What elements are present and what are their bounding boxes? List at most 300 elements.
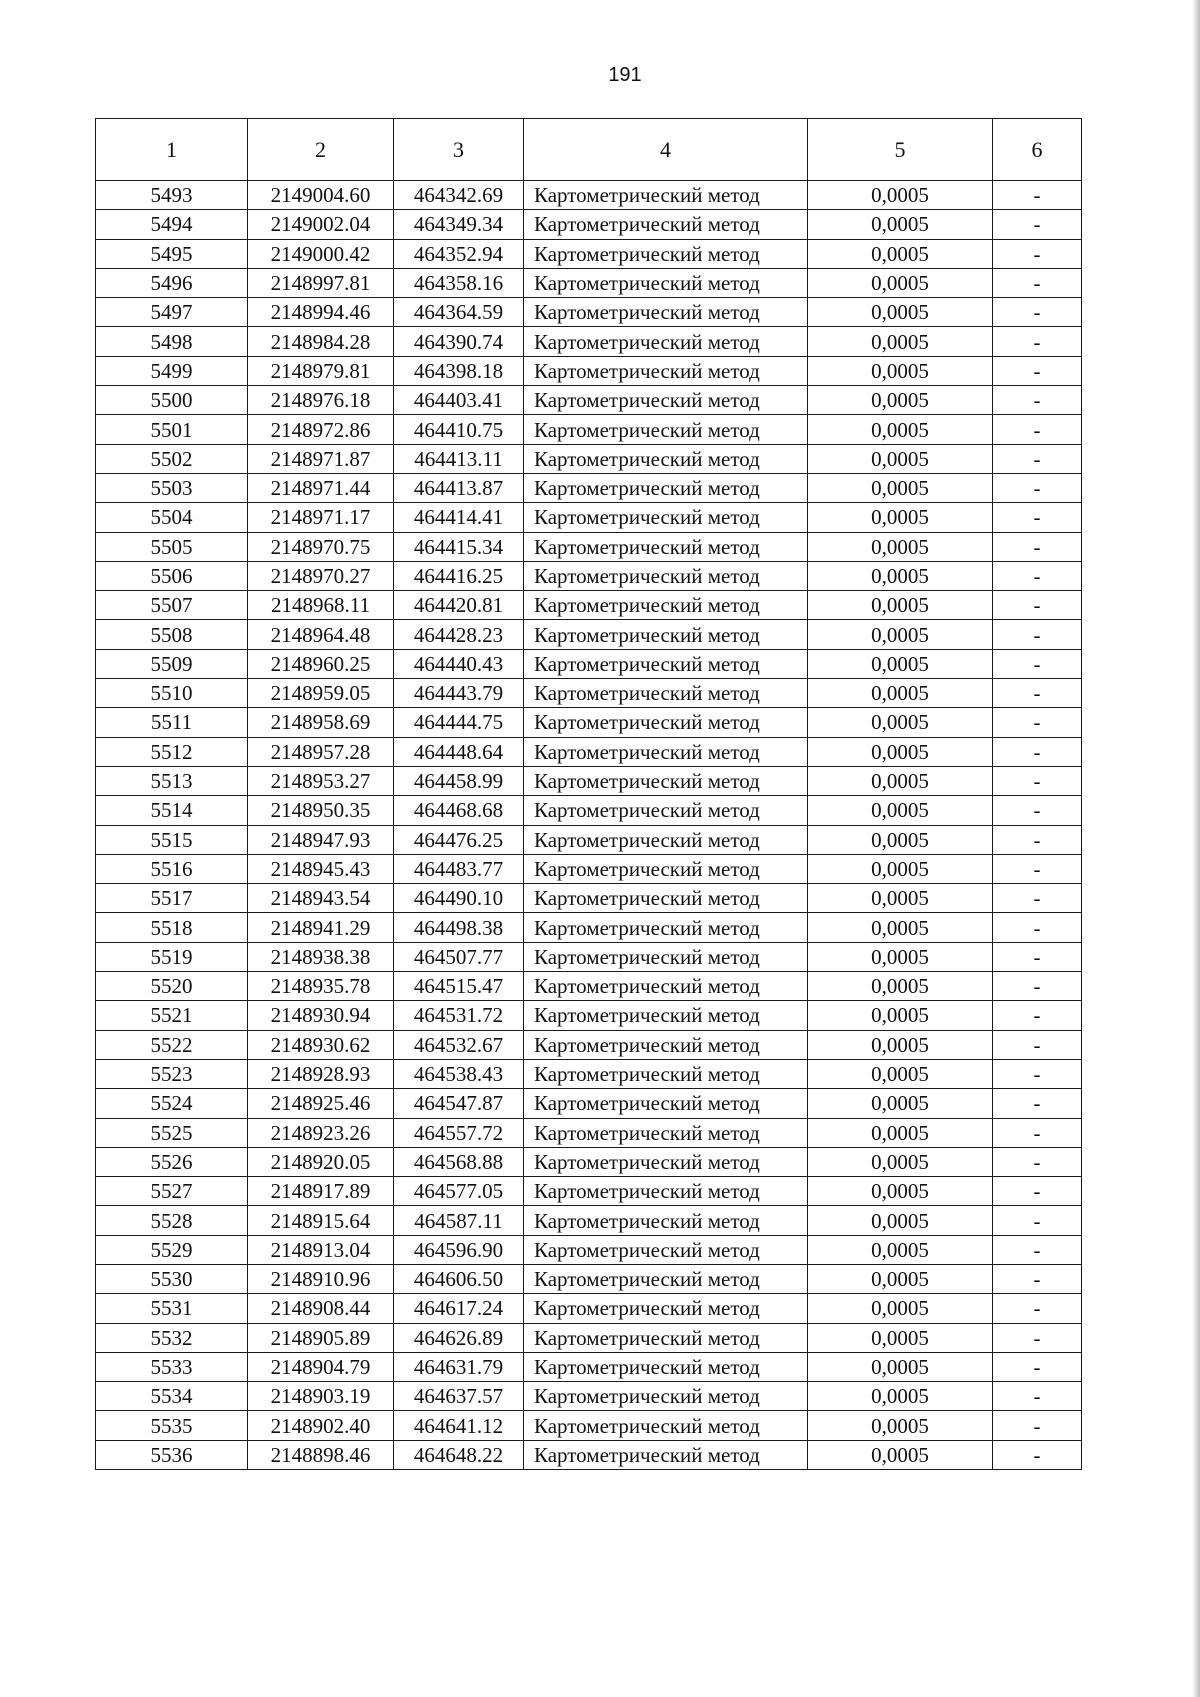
x-coordinate-cell: 2148970.75 <box>248 532 394 561</box>
accuracy-cell: 0,0005 <box>808 649 993 678</box>
note-cell: - <box>993 679 1082 708</box>
method-cell: Картометрический метод <box>524 181 808 210</box>
accuracy-cell: 0,0005 <box>808 708 993 737</box>
y-coordinate-cell: 464547.87 <box>394 1089 524 1118</box>
table-row <box>96 796 1082 825</box>
note-cell: - <box>993 444 1082 473</box>
method-cell: Картометрический метод <box>524 1235 808 1264</box>
column-header-6: 6 <box>993 119 1082 181</box>
method-cell: Картометрический метод <box>524 1352 808 1381</box>
note-cell: - <box>993 1147 1082 1176</box>
x-coordinate-cell: 2148917.89 <box>248 1177 394 1206</box>
y-coordinate-cell: 464448.64 <box>394 737 524 766</box>
method-cell: Картометрический метод <box>524 1294 808 1323</box>
x-coordinate-cell: 2148904.79 <box>248 1352 394 1381</box>
accuracy-cell: 0,0005 <box>808 1440 993 1469</box>
point-number-cell: 5516 <box>96 854 248 883</box>
table-row <box>96 1206 1082 1235</box>
x-coordinate-cell: 2148958.69 <box>248 708 394 737</box>
column-header-4: 4 <box>524 119 808 181</box>
point-number-cell: 5527 <box>96 1177 248 1206</box>
y-coordinate-cell: 464538.43 <box>394 1059 524 1088</box>
y-coordinate-cell: 464641.12 <box>394 1411 524 1440</box>
table-row <box>96 1440 1082 1469</box>
point-number-cell: 5518 <box>96 913 248 942</box>
point-number-cell: 5504 <box>96 503 248 532</box>
coordinates-table <box>95 118 1082 1470</box>
point-number-cell: 5514 <box>96 796 248 825</box>
note-cell: - <box>993 620 1082 649</box>
table-row <box>96 239 1082 268</box>
x-coordinate-cell: 2149002.04 <box>248 210 394 239</box>
y-coordinate-cell: 464648.22 <box>394 1440 524 1469</box>
column-header-3: 3 <box>394 119 524 181</box>
accuracy-cell: 0,0005 <box>808 327 993 356</box>
note-cell: - <box>993 1001 1082 1030</box>
method-cell: Картометрический метод <box>524 239 808 268</box>
x-coordinate-cell: 2148902.40 <box>248 1411 394 1440</box>
point-number-cell: 5500 <box>96 386 248 415</box>
table-row <box>96 327 1082 356</box>
y-coordinate-cell: 464531.72 <box>394 1001 524 1030</box>
accuracy-cell: 0,0005 <box>808 825 993 854</box>
x-coordinate-cell: 2148941.29 <box>248 913 394 942</box>
x-coordinate-cell: 2148915.64 <box>248 1206 394 1235</box>
y-coordinate-cell: 464428.23 <box>394 620 524 649</box>
x-coordinate-cell: 2148971.44 <box>248 473 394 502</box>
method-cell: Картометрический метод <box>524 386 808 415</box>
accuracy-cell: 0,0005 <box>808 268 993 297</box>
y-coordinate-cell: 464490.10 <box>394 884 524 913</box>
accuracy-cell: 0,0005 <box>808 210 993 239</box>
accuracy-cell: 0,0005 <box>808 1030 993 1059</box>
y-coordinate-cell: 464364.59 <box>394 298 524 327</box>
y-coordinate-cell: 464415.34 <box>394 532 524 561</box>
method-cell: Картометрический метод <box>524 473 808 502</box>
point-number-cell: 5512 <box>96 737 248 766</box>
x-coordinate-cell: 2148970.27 <box>248 561 394 590</box>
y-coordinate-cell: 464420.81 <box>394 591 524 620</box>
point-number-cell: 5508 <box>96 620 248 649</box>
column-header-5: 5 <box>808 119 993 181</box>
note-cell: - <box>993 356 1082 385</box>
table-body <box>96 181 1082 1470</box>
note-cell: - <box>993 298 1082 327</box>
x-coordinate-cell: 2148953.27 <box>248 766 394 795</box>
accuracy-cell: 0,0005 <box>808 181 993 210</box>
point-number-cell: 5529 <box>96 1235 248 1264</box>
method-cell: Картометрический метод <box>524 1440 808 1469</box>
table-row <box>96 444 1082 473</box>
table-row <box>96 532 1082 561</box>
point-number-cell: 5520 <box>96 972 248 1001</box>
x-coordinate-cell: 2148928.93 <box>248 1059 394 1088</box>
y-coordinate-cell: 464416.25 <box>394 561 524 590</box>
method-cell: Картометрический метод <box>524 532 808 561</box>
x-coordinate-cell: 2148908.44 <box>248 1294 394 1323</box>
x-coordinate-cell: 2148913.04 <box>248 1235 394 1264</box>
point-number-cell: 5501 <box>96 415 248 444</box>
table-row <box>96 503 1082 532</box>
point-number-cell: 5517 <box>96 884 248 913</box>
accuracy-cell: 0,0005 <box>808 1206 993 1235</box>
note-cell: - <box>993 473 1082 502</box>
column-header-1: 1 <box>96 119 248 181</box>
table-row <box>96 679 1082 708</box>
x-coordinate-cell: 2148971.17 <box>248 503 394 532</box>
y-coordinate-cell: 464458.99 <box>394 766 524 795</box>
accuracy-cell: 0,0005 <box>808 1411 993 1440</box>
point-number-cell: 5535 <box>96 1411 248 1440</box>
table-row <box>96 1147 1082 1176</box>
accuracy-cell: 0,0005 <box>808 1323 993 1352</box>
method-cell: Картометрический метод <box>524 561 808 590</box>
method-cell: Картометрический метод <box>524 1089 808 1118</box>
method-cell: Картометрический метод <box>524 268 808 297</box>
y-coordinate-cell: 464413.11 <box>394 444 524 473</box>
accuracy-cell: 0,0005 <box>808 737 993 766</box>
table-row <box>96 1001 1082 1030</box>
accuracy-cell: 0,0005 <box>808 913 993 942</box>
note-cell: - <box>993 796 1082 825</box>
point-number-cell: 5509 <box>96 649 248 678</box>
point-number-cell: 5523 <box>96 1059 248 1088</box>
note-cell: - <box>993 854 1082 883</box>
method-cell: Картометрический метод <box>524 766 808 795</box>
y-coordinate-cell: 464468.68 <box>394 796 524 825</box>
point-number-cell: 5510 <box>96 679 248 708</box>
note-cell: - <box>993 1352 1082 1381</box>
table-row <box>96 591 1082 620</box>
x-coordinate-cell: 2148943.54 <box>248 884 394 913</box>
note-cell: - <box>993 1030 1082 1059</box>
note-cell: - <box>993 1411 1082 1440</box>
method-cell: Картометрический метод <box>524 884 808 913</box>
method-cell: Картометрический метод <box>524 942 808 971</box>
point-number-cell: 5495 <box>96 239 248 268</box>
x-coordinate-cell: 2148947.93 <box>248 825 394 854</box>
table-row <box>96 825 1082 854</box>
x-coordinate-cell: 2148950.35 <box>248 796 394 825</box>
x-coordinate-cell: 2148957.28 <box>248 737 394 766</box>
table-row <box>96 356 1082 385</box>
x-coordinate-cell: 2148898.46 <box>248 1440 394 1469</box>
note-cell: - <box>993 884 1082 913</box>
accuracy-cell: 0,0005 <box>808 1382 993 1411</box>
accuracy-cell: 0,0005 <box>808 796 993 825</box>
x-coordinate-cell: 2148984.28 <box>248 327 394 356</box>
table-row <box>96 1089 1082 1118</box>
y-coordinate-cell: 464352.94 <box>394 239 524 268</box>
table-row <box>96 181 1082 210</box>
y-coordinate-cell: 464443.79 <box>394 679 524 708</box>
table-row <box>96 1177 1082 1206</box>
point-number-cell: 5531 <box>96 1294 248 1323</box>
x-coordinate-cell: 2148979.81 <box>248 356 394 385</box>
point-number-cell: 5503 <box>96 473 248 502</box>
point-number-cell: 5526 <box>96 1147 248 1176</box>
table-row <box>96 766 1082 795</box>
column-header-2: 2 <box>248 119 394 181</box>
note-cell: - <box>993 1089 1082 1118</box>
point-number-cell: 5528 <box>96 1206 248 1235</box>
table-row <box>96 1118 1082 1147</box>
y-coordinate-cell: 464577.05 <box>394 1177 524 1206</box>
table-row <box>96 1382 1082 1411</box>
point-number-cell: 5494 <box>96 210 248 239</box>
y-coordinate-cell: 464617.24 <box>394 1294 524 1323</box>
y-coordinate-cell: 464444.75 <box>394 708 524 737</box>
method-cell: Картометрический метод <box>524 1411 808 1440</box>
table-row <box>96 298 1082 327</box>
table-row <box>96 268 1082 297</box>
method-cell: Картометрический метод <box>524 972 808 1001</box>
method-cell: Картометрический метод <box>524 620 808 649</box>
table-header <box>96 119 1082 181</box>
accuracy-cell: 0,0005 <box>808 854 993 883</box>
accuracy-cell: 0,0005 <box>808 1235 993 1264</box>
accuracy-cell: 0,0005 <box>808 942 993 971</box>
method-cell: Картометрический метод <box>524 1030 808 1059</box>
table-row <box>96 649 1082 678</box>
page-number: 191 <box>608 64 642 86</box>
table-row <box>96 884 1082 913</box>
table-row <box>96 1030 1082 1059</box>
table-row <box>96 737 1082 766</box>
note-cell: - <box>993 1382 1082 1411</box>
accuracy-cell: 0,0005 <box>808 473 993 502</box>
y-coordinate-cell: 464637.57 <box>394 1382 524 1411</box>
note-cell: - <box>993 1235 1082 1264</box>
note-cell: - <box>993 415 1082 444</box>
y-coordinate-cell: 464568.88 <box>394 1147 524 1176</box>
method-cell: Картометрический метод <box>524 1206 808 1235</box>
point-number-cell: 5511 <box>96 708 248 737</box>
point-number-cell: 5530 <box>96 1264 248 1293</box>
table-row <box>96 1235 1082 1264</box>
accuracy-cell: 0,0005 <box>808 444 993 473</box>
accuracy-cell: 0,0005 <box>808 415 993 444</box>
method-cell: Картометрический метод <box>524 737 808 766</box>
method-cell: Картометрический метод <box>524 708 808 737</box>
point-number-cell: 5513 <box>96 766 248 795</box>
method-cell: Картометрический метод <box>524 591 808 620</box>
accuracy-cell: 0,0005 <box>808 1177 993 1206</box>
accuracy-cell: 0,0005 <box>808 1294 993 1323</box>
accuracy-cell: 0,0005 <box>808 1118 993 1147</box>
note-cell: - <box>993 239 1082 268</box>
x-coordinate-cell: 2148925.46 <box>248 1089 394 1118</box>
x-coordinate-cell: 2148964.48 <box>248 620 394 649</box>
point-number-cell: 5533 <box>96 1352 248 1381</box>
y-coordinate-cell: 464349.34 <box>394 210 524 239</box>
y-coordinate-cell: 464358.16 <box>394 268 524 297</box>
point-number-cell: 5499 <box>96 356 248 385</box>
accuracy-cell: 0,0005 <box>808 591 993 620</box>
method-cell: Картометрический метод <box>524 796 808 825</box>
y-coordinate-cell: 464476.25 <box>394 825 524 854</box>
table-row <box>96 620 1082 649</box>
method-cell: Картометрический метод <box>524 298 808 327</box>
note-cell: - <box>993 825 1082 854</box>
y-coordinate-cell: 464414.41 <box>394 503 524 532</box>
accuracy-cell: 0,0005 <box>808 503 993 532</box>
scan-edge-shadow <box>1192 0 1200 1697</box>
method-cell: Картометрический метод <box>524 1323 808 1352</box>
point-number-cell: 5507 <box>96 591 248 620</box>
accuracy-cell: 0,0005 <box>808 766 993 795</box>
x-coordinate-cell: 2148905.89 <box>248 1323 394 1352</box>
table-row <box>96 473 1082 502</box>
method-cell: Картометрический метод <box>524 444 808 473</box>
x-coordinate-cell: 2148923.26 <box>248 1118 394 1147</box>
y-coordinate-cell: 464498.38 <box>394 913 524 942</box>
x-coordinate-cell: 2148930.62 <box>248 1030 394 1059</box>
accuracy-cell: 0,0005 <box>808 239 993 268</box>
table-row <box>96 415 1082 444</box>
point-number-cell: 5505 <box>96 532 248 561</box>
method-cell: Картометрический метод <box>524 503 808 532</box>
table-row <box>96 561 1082 590</box>
x-coordinate-cell: 2148910.96 <box>248 1264 394 1293</box>
note-cell: - <box>993 591 1082 620</box>
note-cell: - <box>993 708 1082 737</box>
point-number-cell: 5506 <box>96 561 248 590</box>
note-cell: - <box>993 210 1082 239</box>
table-row <box>96 1294 1082 1323</box>
y-coordinate-cell: 464390.74 <box>394 327 524 356</box>
table-row <box>96 210 1082 239</box>
x-coordinate-cell: 2148959.05 <box>248 679 394 708</box>
method-cell: Картометрический метод <box>524 1382 808 1411</box>
note-cell: - <box>993 1059 1082 1088</box>
accuracy-cell: 0,0005 <box>808 1059 993 1088</box>
note-cell: - <box>993 181 1082 210</box>
note-cell: - <box>993 1264 1082 1293</box>
accuracy-cell: 0,0005 <box>808 1352 993 1381</box>
y-coordinate-cell: 464626.89 <box>394 1323 524 1352</box>
note-cell: - <box>993 1177 1082 1206</box>
accuracy-cell: 0,0005 <box>808 884 993 913</box>
table-row <box>96 913 1082 942</box>
table-row <box>96 942 1082 971</box>
accuracy-cell: 0,0005 <box>808 1264 993 1293</box>
accuracy-cell: 0,0005 <box>808 1001 993 1030</box>
method-cell: Картометрический метод <box>524 1059 808 1088</box>
accuracy-cell: 0,0005 <box>808 386 993 415</box>
point-number-cell: 5493 <box>96 181 248 210</box>
y-coordinate-cell: 464403.41 <box>394 386 524 415</box>
x-coordinate-cell: 2148960.25 <box>248 649 394 678</box>
accuracy-cell: 0,0005 <box>808 561 993 590</box>
point-number-cell: 5496 <box>96 268 248 297</box>
method-cell: Картометрический метод <box>524 1147 808 1176</box>
y-coordinate-cell: 464483.77 <box>394 854 524 883</box>
note-cell: - <box>993 327 1082 356</box>
x-coordinate-cell: 2148976.18 <box>248 386 394 415</box>
point-number-cell: 5519 <box>96 942 248 971</box>
note-cell: - <box>993 649 1082 678</box>
accuracy-cell: 0,0005 <box>808 356 993 385</box>
note-cell: - <box>993 532 1082 561</box>
coordinates-table-container <box>95 118 1081 1470</box>
point-number-cell: 5536 <box>96 1440 248 1469</box>
table-row <box>96 1411 1082 1440</box>
note-cell: - <box>993 972 1082 1001</box>
note-cell: - <box>993 766 1082 795</box>
table-row <box>96 1059 1082 1088</box>
x-coordinate-cell: 2148997.81 <box>248 268 394 297</box>
x-coordinate-cell: 2148971.87 <box>248 444 394 473</box>
point-number-cell: 5532 <box>96 1323 248 1352</box>
note-cell: - <box>993 737 1082 766</box>
x-coordinate-cell: 2148972.86 <box>248 415 394 444</box>
method-cell: Картометрический метод <box>524 1177 808 1206</box>
note-cell: - <box>993 561 1082 590</box>
point-number-cell: 5522 <box>96 1030 248 1059</box>
note-cell: - <box>993 1323 1082 1352</box>
method-cell: Картометрический метод <box>524 679 808 708</box>
method-cell: Картометрический метод <box>524 1001 808 1030</box>
method-cell: Картометрический метод <box>524 913 808 942</box>
x-coordinate-cell: 2148968.11 <box>248 591 394 620</box>
y-coordinate-cell: 464532.67 <box>394 1030 524 1059</box>
note-cell: - <box>993 913 1082 942</box>
method-cell: Картометрический метод <box>524 356 808 385</box>
note-cell: - <box>993 942 1082 971</box>
accuracy-cell: 0,0005 <box>808 1147 993 1176</box>
method-cell: Картометрический метод <box>524 327 808 356</box>
accuracy-cell: 0,0005 <box>808 532 993 561</box>
note-cell: - <box>993 1206 1082 1235</box>
method-cell: Картометрический метод <box>524 825 808 854</box>
table-row <box>96 708 1082 737</box>
point-number-cell: 5521 <box>96 1001 248 1030</box>
x-coordinate-cell: 2148935.78 <box>248 972 394 1001</box>
y-coordinate-cell: 464587.11 <box>394 1206 524 1235</box>
point-number-cell: 5502 <box>96 444 248 473</box>
method-cell: Картометрический метод <box>524 415 808 444</box>
y-coordinate-cell: 464413.87 <box>394 473 524 502</box>
accuracy-cell: 0,0005 <box>808 679 993 708</box>
y-coordinate-cell: 464606.50 <box>394 1264 524 1293</box>
note-cell: - <box>993 1294 1082 1323</box>
y-coordinate-cell: 464631.79 <box>394 1352 524 1381</box>
y-coordinate-cell: 464342.69 <box>394 181 524 210</box>
point-number-cell: 5497 <box>96 298 248 327</box>
note-cell: - <box>993 1118 1082 1147</box>
x-coordinate-cell: 2148903.19 <box>248 1382 394 1411</box>
table-row <box>96 854 1082 883</box>
method-cell: Картометрический метод <box>524 1264 808 1293</box>
y-coordinate-cell: 464410.75 <box>394 415 524 444</box>
table-row <box>96 1323 1082 1352</box>
table-row <box>96 1264 1082 1293</box>
y-coordinate-cell: 464507.77 <box>394 942 524 971</box>
y-coordinate-cell: 464557.72 <box>394 1118 524 1147</box>
note-cell: - <box>993 268 1082 297</box>
x-coordinate-cell: 2148994.46 <box>248 298 394 327</box>
note-cell: - <box>993 386 1082 415</box>
accuracy-cell: 0,0005 <box>808 1089 993 1118</box>
note-cell: - <box>993 503 1082 532</box>
header-row <box>96 119 1082 181</box>
table-row <box>96 972 1082 1001</box>
y-coordinate-cell: 464596.90 <box>394 1235 524 1264</box>
x-coordinate-cell: 2148938.38 <box>248 942 394 971</box>
table-row <box>96 386 1082 415</box>
y-coordinate-cell: 464515.47 <box>394 972 524 1001</box>
